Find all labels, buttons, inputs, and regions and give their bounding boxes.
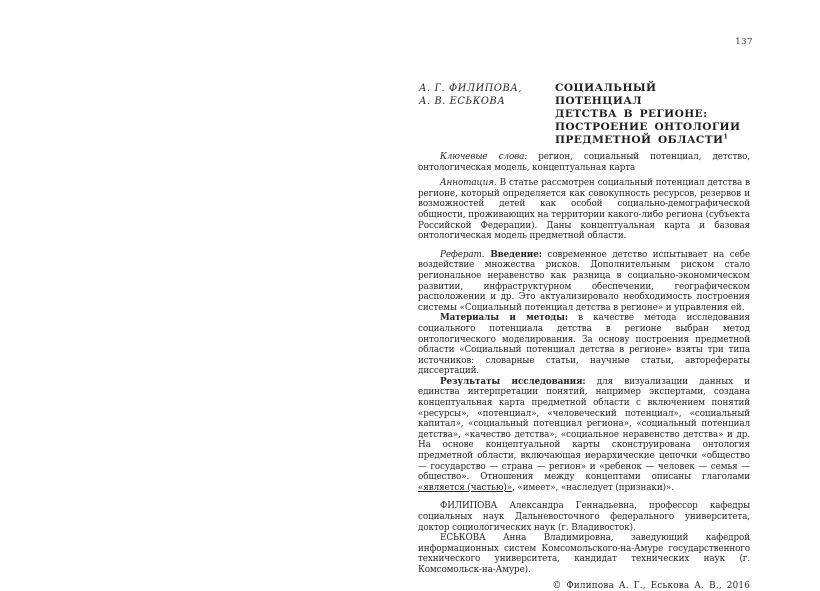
materials-text: в качестве метода исследования социального потенциала детства в регионе выбран метод онтологического моделирования. За основу построения предметной области «Социальный потенциал детства в регионе» взяты три типа источников: словарные статьи, научные статьи, авторефераты диссертаций. xyxy=(418,313,750,377)
article-title xyxy=(555,82,750,147)
heading-block xyxy=(418,82,750,147)
referat-intro-text: современное детство испытывает на себе воздействие множества рисков. Дополнительным риском стало региональное неравенство как разница в социально-экономическом развитии, инфраструктурном обеспечении, географическом расположении и др. Это актуализировало необходимость построения системы «Социальный потенциал детства в регионе» и управления ей. xyxy=(418,249,750,313)
keywords-label: Ключевые слова: xyxy=(440,152,528,162)
keywords-text: регион, социальный потенциал, детство, онтологическая модель, концептуальная карта xyxy=(418,152,750,173)
referat-materials-paragraph xyxy=(418,313,750,377)
title-line-2: ДЕТСТВА В РЕГИОНЕ: xyxy=(555,108,708,120)
results-text-2: , «имеет», «наследует (признаки)». xyxy=(512,482,674,493)
title-line-3: ПОСТРОЕНИЕ ОНТОЛОГИИ xyxy=(555,121,741,133)
title-line-4 xyxy=(555,134,750,147)
copyright-line: © Филипова А. Г., Еськова А. В., 2016 xyxy=(552,580,750,591)
author-line-2: А. В. ЕСЬКОВА xyxy=(419,96,506,107)
referat-intro-label: Введение: xyxy=(484,249,542,260)
annotation-label: Аннотация. xyxy=(440,178,497,189)
results-underlined-phrase: «является (частью)» xyxy=(418,482,513,493)
author-line-1: А. Г. ФИЛИПОВА, xyxy=(419,83,523,94)
title-line-4-text: ПРЕДМЕТНОЙ ОБЛАСТИ xyxy=(555,134,724,146)
title-footnote-marker: 1 xyxy=(723,132,729,141)
page-number: 137 xyxy=(735,37,753,47)
annotation-paragraph xyxy=(418,178,750,242)
referat-intro-paragraph xyxy=(418,250,750,314)
author-bio-2: ЕСЬКОВА Анна Владимировна, заведующий кафедрой информационных систем Комсомольского-на-Амуре государственного технического университета, кандидат технических наук (г. Комсомольск-на-Амуре). xyxy=(418,533,750,575)
title-line-1: СОЦИАЛЬНЫЙ ПОТЕНЦИАЛ xyxy=(555,82,657,107)
referat-results-paragraph xyxy=(418,377,750,494)
referat-label: Реферат. xyxy=(440,249,485,260)
results-label: Результаты исследования: xyxy=(440,376,586,387)
text-column xyxy=(418,82,750,591)
annotation-text: В статье рассмотрен социальный потенциал детства в регионе, который определяется как совокупность ресурсов, резервов и возможностей детей как особой социально-демографической общности, проживающих на территории какого-либо региона (субъекта Российской Федерации). Даны концептуальная карта и базовая онтологическая модель предметной области. xyxy=(418,178,750,242)
materials-label: Материалы и методы: xyxy=(440,313,568,324)
results-text-1: для визуализации данных и единства интерпретации понятий, например экспертами, создана концептуальная карта предметной области с включением понятий «ресурсы», «потенциал», «человеческий потенциал», «социальный капитал», «социальный потенциал региона», «социальный потенциал детства», «качество детства», «социальное неравенство детства» и др. На основе концептуальной карты сконструирована онтология предметной области, включающая иерархические цепочки «общество — государство — страна — регион» и «ребенок — человек — семья — общество». Отношения между концептами описаны глаголами xyxy=(418,376,750,483)
authors-block xyxy=(418,82,555,108)
keywords-paragraph xyxy=(418,152,750,173)
author-bio-1: ФИЛИПОВА Александра Геннадьевна, профессор кафедры социальных наук Дальневосточного федерального университета, доктор социологических наук (г. Владивосток). xyxy=(418,501,750,533)
